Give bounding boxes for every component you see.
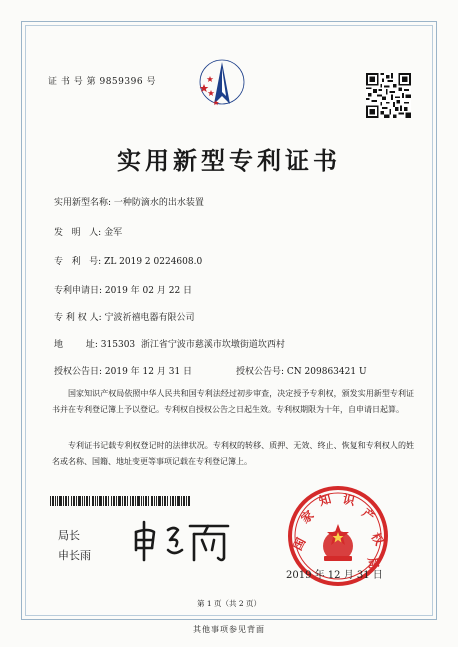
svg-text:产: 产 bbox=[359, 505, 378, 525]
utility-model-name-value: 一种防滴水的出水装置 bbox=[113, 198, 204, 208]
svg-text:国: 国 bbox=[290, 535, 309, 553]
legal-status-paragraph: 专利证书记载专利权登记时的法律状况。专利权的转移、质押、无效、终止、恢复和专利权人的姓名或名称、国籍、地址变更等事项记载在专利登记簿上。 bbox=[52, 441, 414, 466]
certificate-number-label: 证 书 号 第 bbox=[48, 77, 97, 87]
grant-date-label: 授权公告日: bbox=[54, 367, 103, 377]
address-label: 地 址: bbox=[54, 340, 98, 350]
inventor-row bbox=[54, 225, 122, 238]
director-name: 申长雨 bbox=[58, 549, 91, 562]
utility-model-name-label: 实用新型名称: bbox=[54, 198, 112, 208]
grant-number-row bbox=[236, 364, 367, 377]
page-indicator: 第 1 页（共 2 页） bbox=[196, 599, 262, 608]
svg-text:识: 识 bbox=[341, 491, 357, 509]
handwritten-signature bbox=[128, 516, 238, 564]
patentee-label: 专 利 权 人: bbox=[54, 313, 102, 323]
inventor-value: 金军 bbox=[104, 228, 123, 238]
address-value: 315303 浙江省宁波市慈溪市坎墩街道坎西村 bbox=[100, 340, 285, 350]
grant-statement-paragraph: 国家知识产权局依照中华人民共和国专利法经过初步审查，决定授予专利权，颁发实用新型专利证书并在专利登记簿上予以登记。专利权自授权公告之日起生效。专利权期限为十年，自申请日起算。 bbox=[52, 389, 414, 414]
certificate-number bbox=[48, 74, 156, 87]
grant-number-value: CN 209863421 U bbox=[286, 367, 367, 377]
filing-date-row bbox=[54, 283, 192, 296]
footer-note: 其他事项参见背面 bbox=[193, 625, 265, 634]
inventor-label: 发 明 人: bbox=[54, 228, 102, 238]
grant-number-label: 授权公告号: bbox=[236, 367, 285, 377]
filing-date-value: 2019 年 02 月 22 日 bbox=[104, 286, 193, 296]
svg-text:权: 权 bbox=[368, 530, 387, 548]
patent-number-label: 专 利 号: bbox=[54, 257, 102, 267]
certificate-number-value: 9859396 bbox=[99, 77, 144, 87]
patentee-value: 宁波祈禧电器有限公司 bbox=[104, 313, 195, 323]
grant-date-value: 2019 年 12 月 31 日 bbox=[104, 367, 193, 377]
qr-code-icon bbox=[366, 73, 411, 118]
svg-text:家: 家 bbox=[298, 507, 317, 527]
certificate-number-suffix: 号 bbox=[146, 77, 156, 87]
barcode-icon bbox=[50, 496, 190, 506]
seal-date: 2019 年 12 月 31 日 bbox=[286, 570, 383, 581]
address-row bbox=[54, 337, 285, 350]
grant-date-row bbox=[54, 364, 192, 377]
filing-date-label: 专利申请日: bbox=[54, 286, 103, 296]
patent-number-row bbox=[54, 254, 202, 267]
patent-number-value: ZL 2019 2 0224608.0 bbox=[104, 257, 203, 267]
svg-text:知: 知 bbox=[317, 491, 333, 509]
patentee-row bbox=[54, 310, 195, 323]
svg-text:局: 局 bbox=[365, 556, 381, 571]
utility-model-name-row bbox=[54, 195, 204, 208]
certificate-title: 实用新型专利证书 bbox=[117, 146, 341, 175]
cnipa-emblem-icon bbox=[196, 56, 248, 112]
director-title: 局长 bbox=[58, 529, 80, 542]
